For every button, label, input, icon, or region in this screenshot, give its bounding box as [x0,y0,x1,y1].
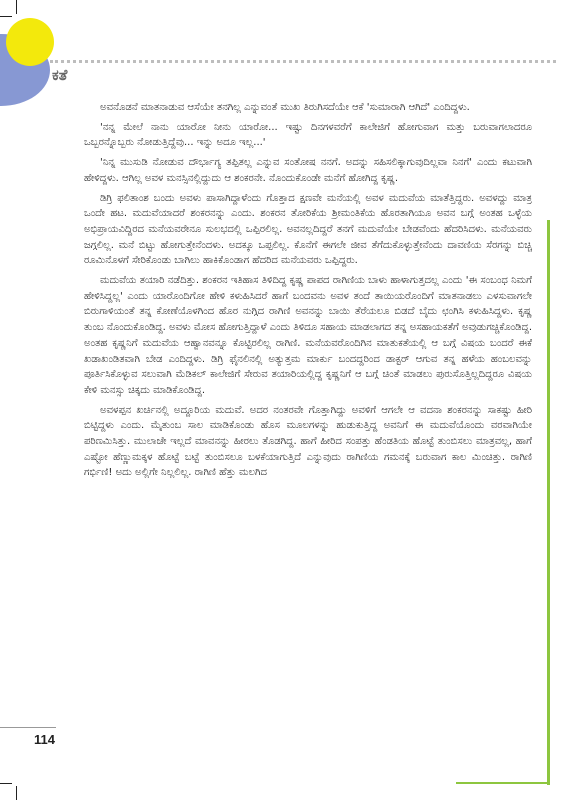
paragraph: 'ನನ್ನ ಮೇಲೆ ನಾನು ಯಾರೋ ನೀನು ಯಾರೋ... ಇಷ್ಟು ದಿನಗಳವರೆಗೆ ಕಾಲೇಜಿಗೆ ಹೋಗುವಾಗ ಮತ್ತು ಬರುವಾಗಲಾದರೂ ಒಬ್ಬರನ್ನೊಬ್ಬರು ನೋಡುತ್ತಿದ್ದೆವು... ಇನ್ನು ಅದೂ ಇಲ್ಲ...' [84,121,532,149]
crop-mark-bottom-left-v [16,786,17,800]
page-number: 114 [34,732,55,747]
header-dotted-rule [50,60,556,63]
decorative-yellow-circle [6,18,54,66]
section-label: ಕತೆ [52,66,68,84]
crop-mark-top-left-v [16,0,17,14]
paragraph: ಅವನೊಡನೆ ಮಾತನಾಡುವ ಆಸೆಯೇ ತನಗಿಲ್ಲ ಎನ್ನುವಂತೆ ಮುಖ ತಿರುಗಿಸದೆಯೇ ಆಕೆ 'ಸುಮಾರಾಗಿ ಆಗಿದೆ' ಎಂದಿದ್ದಳು. [100,102,470,113]
article-body [84,100,532,485]
crop-mark-bottom-left-h [0,783,12,784]
paragraph: ಮದುವೆಯ ತಯಾರಿ ನಡೆದಿತ್ತು. ಶಂಕರನ ಇತಿಹಾಸ ತಿಳಿದಿದ್ದ ಕೃಷ್ಣ ಪಾಪದ ರಾಗಿಣಿಯ ಬಾಳು ಹಾಳಾಗುತ್ತದಲ್ಲ ಎಂದು 'ಈ ಸಂಬಂಧ ನಿಮಗೆ ಹೇಳಿಸಿದ್ದಲ್ಲ' ಎಂದು ಯಾರೊಂದಿಗೋ ಹೇಳಿ ಕಳುಹಿಸಿದರೆ ಹಾಗೆ ಬಂದವನು ಅವಳ ತಂದೆ ತಾಯಿಯರೊಂದಿಗೆ ಮಾತನಾಡಲು ಎಳಸುವಾಗಲೇ ಬಿರುಗಾಳಿಯಂತೆ ತನ್ನ ಕೋಣೆಯೊಳಗಿಂದ ಹೊರ ನುಗ್ಗಿದ ರಾಗಿಣಿ ಅವನನ್ನು ಬಾಯಿ ತೆರೆಯಲೂ ಬಿಡದೆ ಬೈದು ಛಂಗಿಸಿ ಕಳುಹಿಸಿದ್ದಳು. ಕೃಷ್ಣ ತುಂಬ ನೊಂದುಕೊಂಡಿದ್ದ. ಅವಳು ಮೋಸ ಹೋಗುತ್ತಿದ್ದಾಳೆ ಎಂದು ತಿಳಿದೂ ಸಹಾಯ ಮಾಡಲಾಗದ ತನ್ನ ಅಸಹಾಯಕತೆಗೆ ಅವುಡುಗಚ್ಚಿಕೊಂಡಿದ್ದ. ಅಂತಹ ಕೃಷ್ಣನಿಗೆ ಮದುವೆಯ ಆಹ್ವಾನವನ್ನೂ ಕೊಟ್ಟಿರಲಿಲ್ಲ ರಾಗಿಣಿ. ಮನೆಯವರೊಂದಿಗಿನ ಮಾತುಕತೆಯಲ್ಲಿ ಆ ಬಗ್ಗೆ ವಿಷಯ ಬಂದರೆ ಈಕೆ ಖಡಾಖಂಡಿತವಾಗಿ ಬೇಡ ಎಂದಿದ್ದಳು. ಡಿಗ್ರಿ ಫೈನಲಿನಲ್ಲಿ ಅತ್ಯುತ್ತಮ ಮಾರ್ಕು ಬಂದದ್ದರಿಂದ ಡಾಕ್ಟರ್ ಆಗುವ ತನ್ನ ಹಳೆಯ ಹಂಬಲವನ್ನು ಪೂರ್ತಿಸಿಕೊಳ್ಳುವ ಸಲುವಾಗಿ ಮೆಡಿಕಲ್ ಕಾಲೇಜಿಗೆ ಸೇರುವ ತಯಾರಿಯಲ್ಲಿದ್ದ ಕೃಷ್ಣನಿಗೆ ಆ ಬಗ್ಗೆ ಚಿಂತೆ ಮಾಡಲು ಪುರುಸೊತ್ತಿಲ್ಲದಿದ್ದರೂ ವಿಷಯ ಕೇಳಿ ಮನಸ್ಸು ಚಿಕ್ಕದು ಮಾಡಿಕೊಂಡಿದ್ದ. [84,275,532,396]
paragraph: ಡಿಗ್ರಿ ಫಲಿತಾಂಶ ಬಂದು ಅವಳು ಪಾಸಾಗಿದ್ದಾಳೆಂದು ಗೊತ್ತಾದ ಕ್ಷಣವೇ ಮನೆಯಲ್ಲಿ ಅವಳ ಮದುವೆಯ ಮಾತೆತ್ತಿದ್ದರು. ಅವಳದ್ದು ಮಾತ್ರ ಒಂದೇ ಹಟ. ಮದುವೆಯಾದರೆ ಶಂಕರನನ್ನು ಎಂದು. ಶಂಕರನ ತೋರಿಕೆಯ ಶ್ರೀಮಂತಿಕೆಯ ಹೊರತಾಗಿಯೂ ಅವನ ಬಗ್ಗೆ ಅಂತಹ ಒಳ್ಳೆಯ ಅಭಿಪ್ರಾಯವಿದ್ದಿರದ ಮನೆಯವರೇನೂ ಸುಲಭದಲ್ಲಿ ಒಪ್ಪಿರಲಿಲ್ಲ. ಅವನಲ್ಲದಿದ್ದರೆ ತನಗೆ ಮದುವೆಯೇ ಬೇಡವೆಂದು ಹೆದರಿಸಿದಳು. ಮನೆಯವರು ಜಗ್ಗಲಿಲ್ಲ. ಮನೆ ಬಿಟ್ಟು ಹೋಗುತ್ತೇನೆಂದಳು. ಅದಕ್ಕೂ ಒಪ್ಪಲಿಲ್ಲ. ಕೊನೆಗೆ ಈಗಲೇ ಜೀವ ತೆಗೆದುಕೊಳ್ಳುತ್ತೇನೆಂದು ದಾವಣಿಯ ಸೆರಗನ್ನು ಬಿಚ್ಚಿ ರೂಮಿನೊಳಗೆ ಸೇರಿಕೊಂಡು ಬಾಗಿಲು ಹಾಕಿಕೊಂಡಾಗ ಹೆದರಿದ ಮನೆಯವರು ಒಪ್ಪಿದ್ದರು. [84,192,532,267]
paragraph: 'ನಿನ್ನ ಮುಸುಡಿ ನೋಡುವ ದೌರ್ಭಾಗ್ಯ ತಪ್ಪಿತಲ್ಲ ಎನ್ನುವ ಸಂತೋಷ ನನಗೆ. ಅದನ್ನು ಸಹಿಸಲಿಕ್ಕಾಗುವುದಿಲ್ಲವಾ ನಿನಗೆ' ಎಂದು ಕಟುವಾಗಿ ಹೇಳಿದ್ದಳು. ಆಗಿಲ್ಲ ಅವಳ ಮನಸ್ಸಿನಲ್ಲಿದ್ದುದು ಆ ಶಂಕರನೇ. ನೊಂದುಕೊಂಡೇ ಮನೆಗೆ ಹೋಗಿದ್ದ ಕೃಷ್ಣ. [84,157,532,184]
paragraph: ಅವಳಪ್ಪನ ಖರ್ಚಿನಲ್ಲಿ ಅದ್ದೂರಿಯ ಮದುವೆ. ಅದರ ನಂತರವೇ ಗೊತ್ತಾಗಿದ್ದು ಅವಳಿಗೆ ಆಗಲೇ ಆ ವದನಾ ಶಂಕರನನ್ನು ಸಾಕಷ್ಟು ಹೀರಿ ಬಿಟ್ಟಿದ್ದಳು ಎಂದು. ಮೈತುಂಬ ಸಾಲ ಮಾಡಿಕೊಂಡು ಹೊಸ ಮೂಲಗಳನ್ನು ಹುಡುಕುತ್ತಿದ್ದ ಅವನಿಗೆ ಈ ಮದುವೆಯೊಂದು ವರವಾಗಿಯೇ ಪರಿಣಮಿಸಿತ್ತು. ಮುಲಾಜೇ ಇಲ್ಲದೆ ಮಾವನನ್ನು ಹೀರಲು ತೊಡಗಿದ್ದ. ಹಾಗೆ ಹೀರಿದ ಸಂಪತ್ತು ಹೆಂಡತಿಯ ಹೊಟ್ಟೆ ತುಂಬಿಸಲು ಮಾತ್ರವಲ್ಲ, ಹಾಗೆ ಎಷ್ಟೋ ಹೆಣ್ಣುಮಕ್ಕಳ ಹೊಟ್ಟೆ ಬಟ್ಟೆ ತುಂಬಿಸಲೂ ಬಳಕೆಯಾಗುತ್ತಿದೆ ಎನ್ನುವುದು ರಾಗಿಣಿಯ ಗಮನಕ್ಕೆ ಬರುವಾಗ ಕಾಲ ಮಿಂಚಿತ್ತು. ರಾಗಿಣಿ ಗರ್ಭಿಣಿ! ಅದು ಅಲ್ಲಿಗೇ ನಿಲ್ಲಲಿಲ್ಲ. ರಾಗಿಣಿ ಹೆತ್ತು ಮಲಗಿದ [84,404,532,479]
green-bottom-rule [456,782,550,784]
page-number-rule [0,727,56,728]
crop-mark-top-left-h [0,16,12,17]
green-side-rule [547,220,550,785]
